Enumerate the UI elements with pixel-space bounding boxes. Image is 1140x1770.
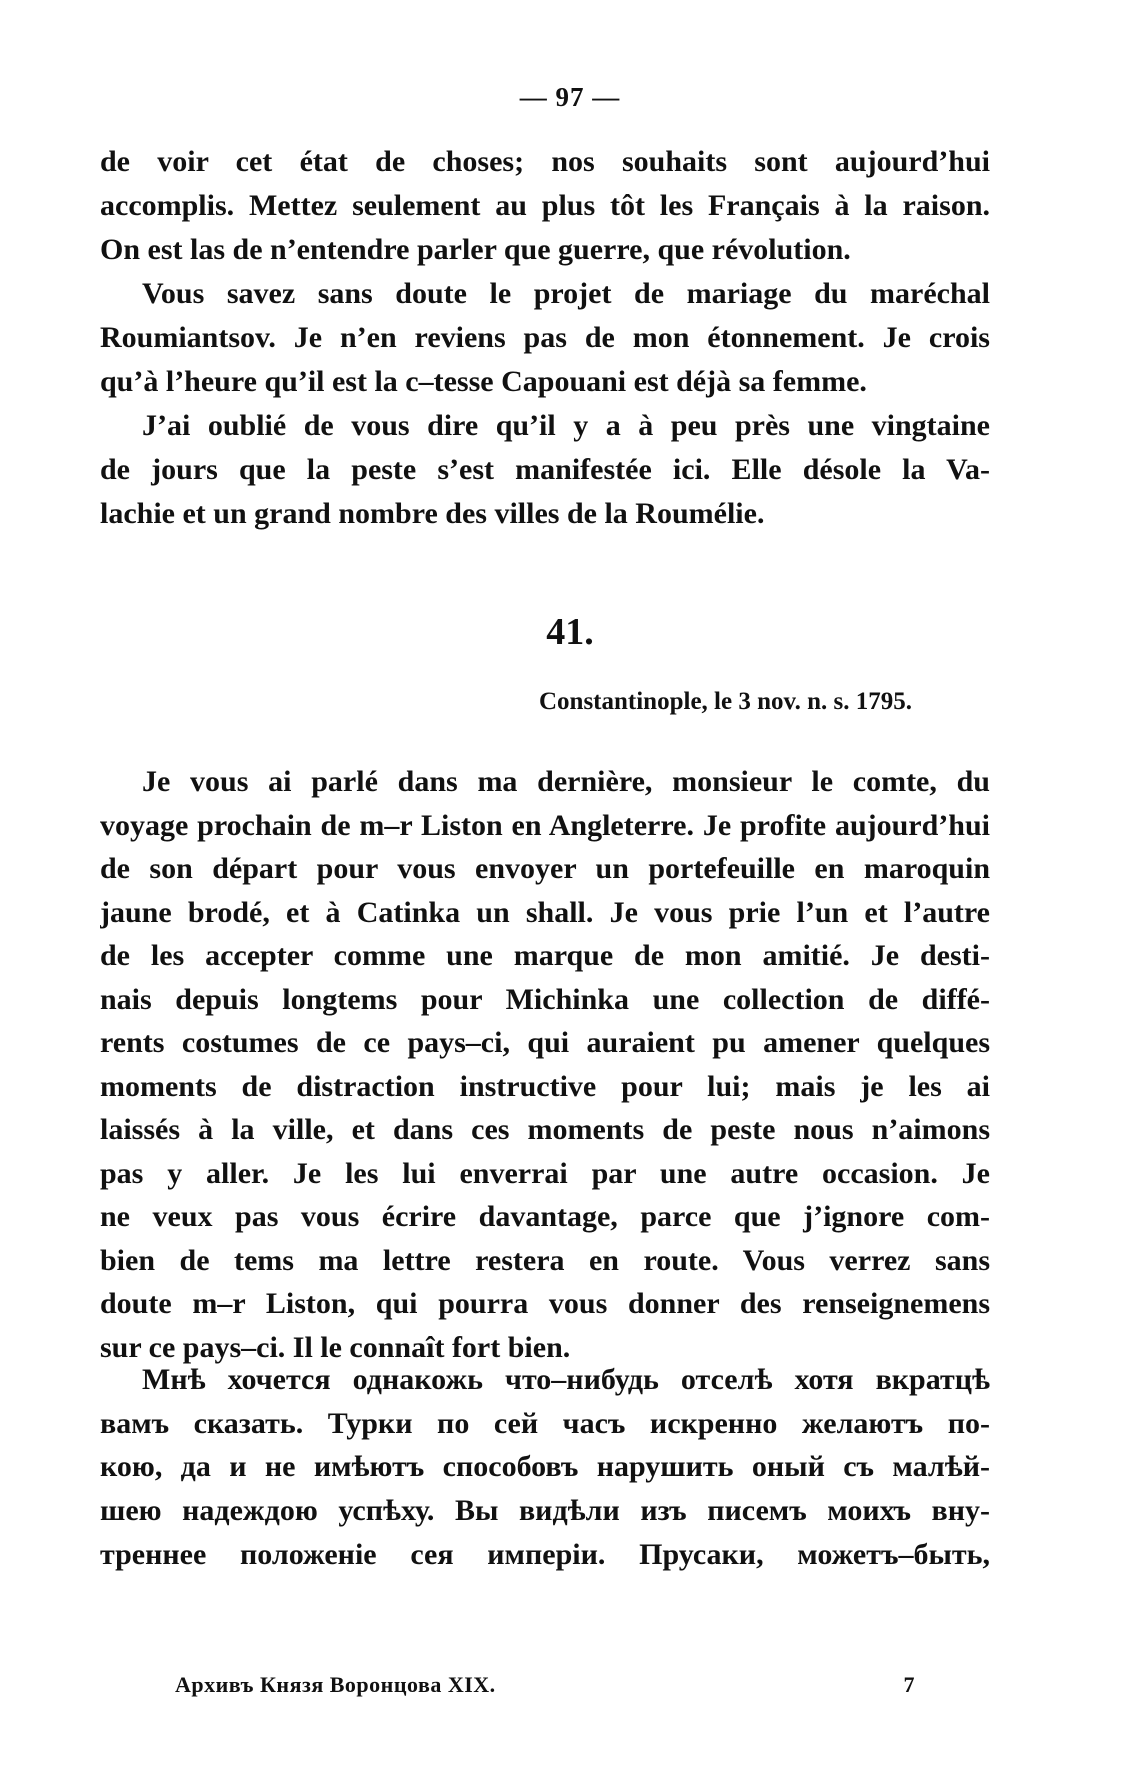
text-line: voyage prochain de m–r Liston en Angleterre. Je profite aujourd’hui — [100, 808, 990, 842]
text-line: треннее положеніе сея имперіи. Прусаки, можетъ–быть, — [100, 1537, 990, 1571]
text-line: pas y aller. Je les lui enverrai par une autre occasion. Je — [100, 1156, 990, 1190]
letter-body-french — [100, 760, 990, 1369]
text-line: accomplis. Mettez seulement au plus tôt les Français à la raison. — [100, 189, 990, 222]
text-line: lachie et un grand nombre des villes de la Roumélie. — [100, 497, 765, 530]
text-line: Мнѣ хочется однакожь что–нибудь отселѣ хотя вкратцѣ — [142, 1363, 990, 1396]
text-line: sur ce pays–ci. Il le connaît fort bien. — [100, 1330, 571, 1364]
page-number: — 97 — — [519, 82, 621, 112]
paragraph-continuation — [100, 140, 990, 536]
text-line: вамъ сказать. Турки по сей часъ искренно желаютъ по- — [100, 1406, 990, 1440]
text-line: de les accepter comme une marque de mon amitié. Je desti- — [100, 939, 990, 972]
text-line: laissés à la ville, et dans ces moments de peste nous n’aimons — [100, 1113, 990, 1146]
text-line: On est las de n’entendre parler que guerre, que révolution. — [100, 233, 851, 266]
sheet-mark: 7 — [903, 1672, 915, 1697]
text-line: doute m–r Liston, qui pourra vous donner des renseignemens — [100, 1287, 990, 1320]
letter-body-russian — [100, 1358, 990, 1576]
text-line: ne veux pas vous écrire davantage, parce que j’ignore com- — [100, 1200, 990, 1233]
signature-line: Архивъ Князя Воронцова XIX. — [175, 1672, 496, 1697]
text-line: de jours que la peste s’est manifestée ici. Elle désole la Va- — [100, 453, 990, 486]
text-line: кою, да и не имѣютъ способовъ нарушить оный съ малѣй- — [100, 1450, 990, 1484]
text-line: jaune brodé, et à Catinka un shall. Je vous prie l’un et l’autre — [100, 895, 990, 929]
letter-dateline: Constantinople, le 3 nov. n. s. 1795. — [539, 688, 912, 715]
text-line: de voir cet état de choses; nos souhaits sont aujourd’hui — [100, 145, 990, 178]
text-line: J’ai oublié de vous dire qu’il y a à peu près une vingtaine — [142, 409, 990, 442]
letter-number: 41. — [546, 611, 594, 653]
text-line: moments de distraction instructive pour lui; mais je les ai — [100, 1069, 990, 1103]
text-line: Je vous ai parlé dans ma dernière, monsieur le comte, du — [142, 765, 990, 798]
text-line: Roumiantsov. Je n’en reviens pas de mon étonnement. Je crois — [100, 321, 990, 354]
text-line: rents costumes de ce pays–ci, qui auraient pu amener quelques — [100, 1026, 990, 1059]
text-line: qu’à l’heure qu’il est la c–tesse Capouani est déjà sa femme. — [100, 365, 867, 398]
text-line: bien de tems ma lettre restera en route. Vous verrez sans — [100, 1243, 990, 1277]
text-line: nais depuis longtems pour Michinka une collection de diffé- — [100, 982, 990, 1016]
text-line: шею надеждою успѣху. Вы видѣли изъ писемъ моихъ вну- — [100, 1494, 990, 1528]
text-line: Vous savez sans doute le projet de mariage du maréchal — [142, 277, 990, 310]
text-line: de son départ pour vous envoyer un portefeuille en maroquin — [100, 852, 990, 885]
